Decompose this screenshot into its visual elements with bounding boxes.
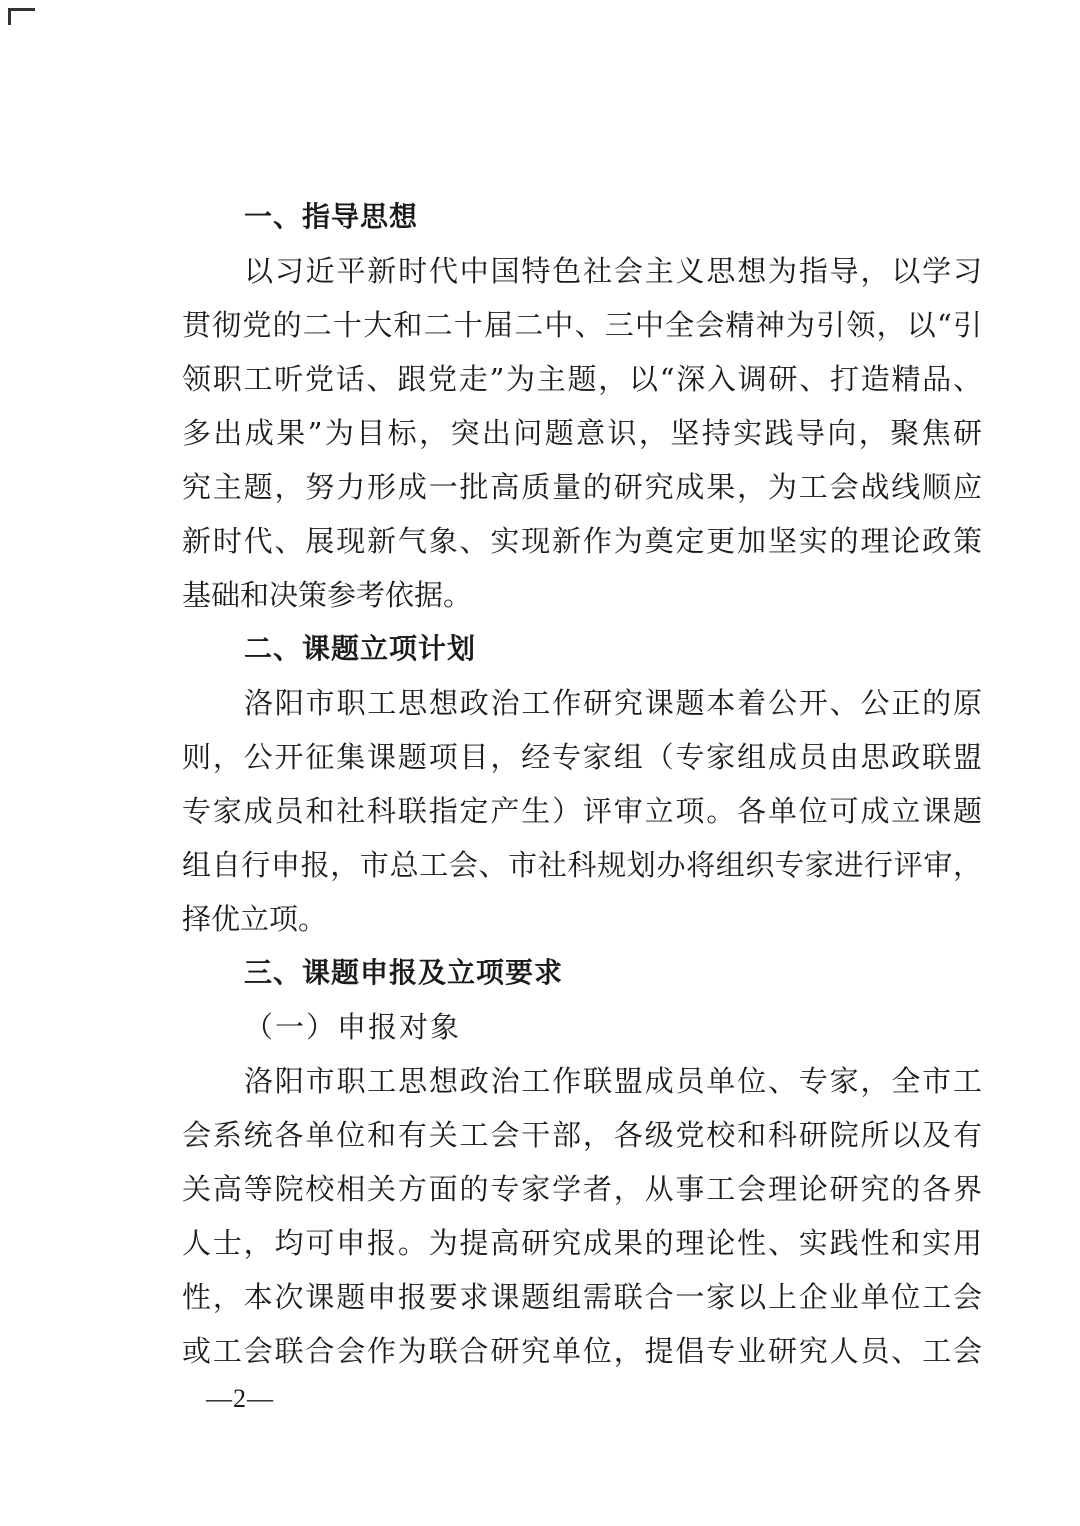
section-3-subheading: （一）申报对象 <box>244 1010 462 1044</box>
paragraph-line: 新时代、展现新气象、实现新作为奠定更加坚实的理论政策 <box>182 524 982 558</box>
paragraph-line: 则，公开征集课题项目，经专家组（专家组成员由思政联盟 <box>182 740 982 774</box>
scan-corner-mark <box>8 8 35 25</box>
paragraph-line: 以习近平新时代中国特色社会主义思想为指导，以学习 <box>244 254 982 288</box>
paragraph-line: 基础和决策参考依据。 <box>182 578 473 612</box>
paragraph-line: 究主题，努力形成一批高质量的研究成果，为工会战线顺应 <box>182 470 982 504</box>
paragraph-line: 关高等院校相关方面的专家学者，从事工会理论研究的各界 <box>182 1172 982 1206</box>
paragraph-line: 洛阳市职工思想政治工作联盟成员单位、专家，全市工 <box>244 1064 982 1098</box>
paragraph-line: 专家成员和社科联指定产生）评审立项。各单位可成立课题 <box>182 794 982 828</box>
paragraph-line: 或工会联合会作为联合研究单位，提倡专业研究人员、工会 <box>182 1334 982 1368</box>
paragraph-line: 洛阳市职工思想政治工作研究课题本着公开、公正的原 <box>244 686 982 720</box>
section-3-heading: 三、课题申报及立项要求 <box>244 956 564 989</box>
paragraph-line: 择优立项。 <box>182 902 328 936</box>
paragraph-line: 贯彻党的二十大和二十届二中、三中全会精神为引领，以“引 <box>182 308 982 342</box>
paragraph-line: 会系统各单位和有关工会干部，各级党校和科研院所以及有 <box>182 1118 982 1152</box>
section-1-heading: 一、指导思想 <box>244 200 419 233</box>
section-2-heading: 二、课题立项计划 <box>244 632 477 665</box>
document-body <box>182 190 982 1378</box>
page-number: —2— <box>206 1384 274 1413</box>
paragraph-line: 性，本次课题申报要求课题组需联合一家以上企业单位工会 <box>182 1280 982 1314</box>
paragraph-line: 组自行申报，市总工会、市社科规划办将组织专家进行评审， <box>182 848 982 882</box>
paragraph-line: 多出成果”为目标，突出问题意识，坚持实践导向，聚焦研 <box>182 416 982 450</box>
paragraph-line: 领职工听党话、跟党走”为主题，以“深入调研、打造精品、 <box>182 362 982 396</box>
paragraph-line: 人士，均可申报。为提高研究成果的理论性、实践性和实用 <box>182 1226 982 1260</box>
